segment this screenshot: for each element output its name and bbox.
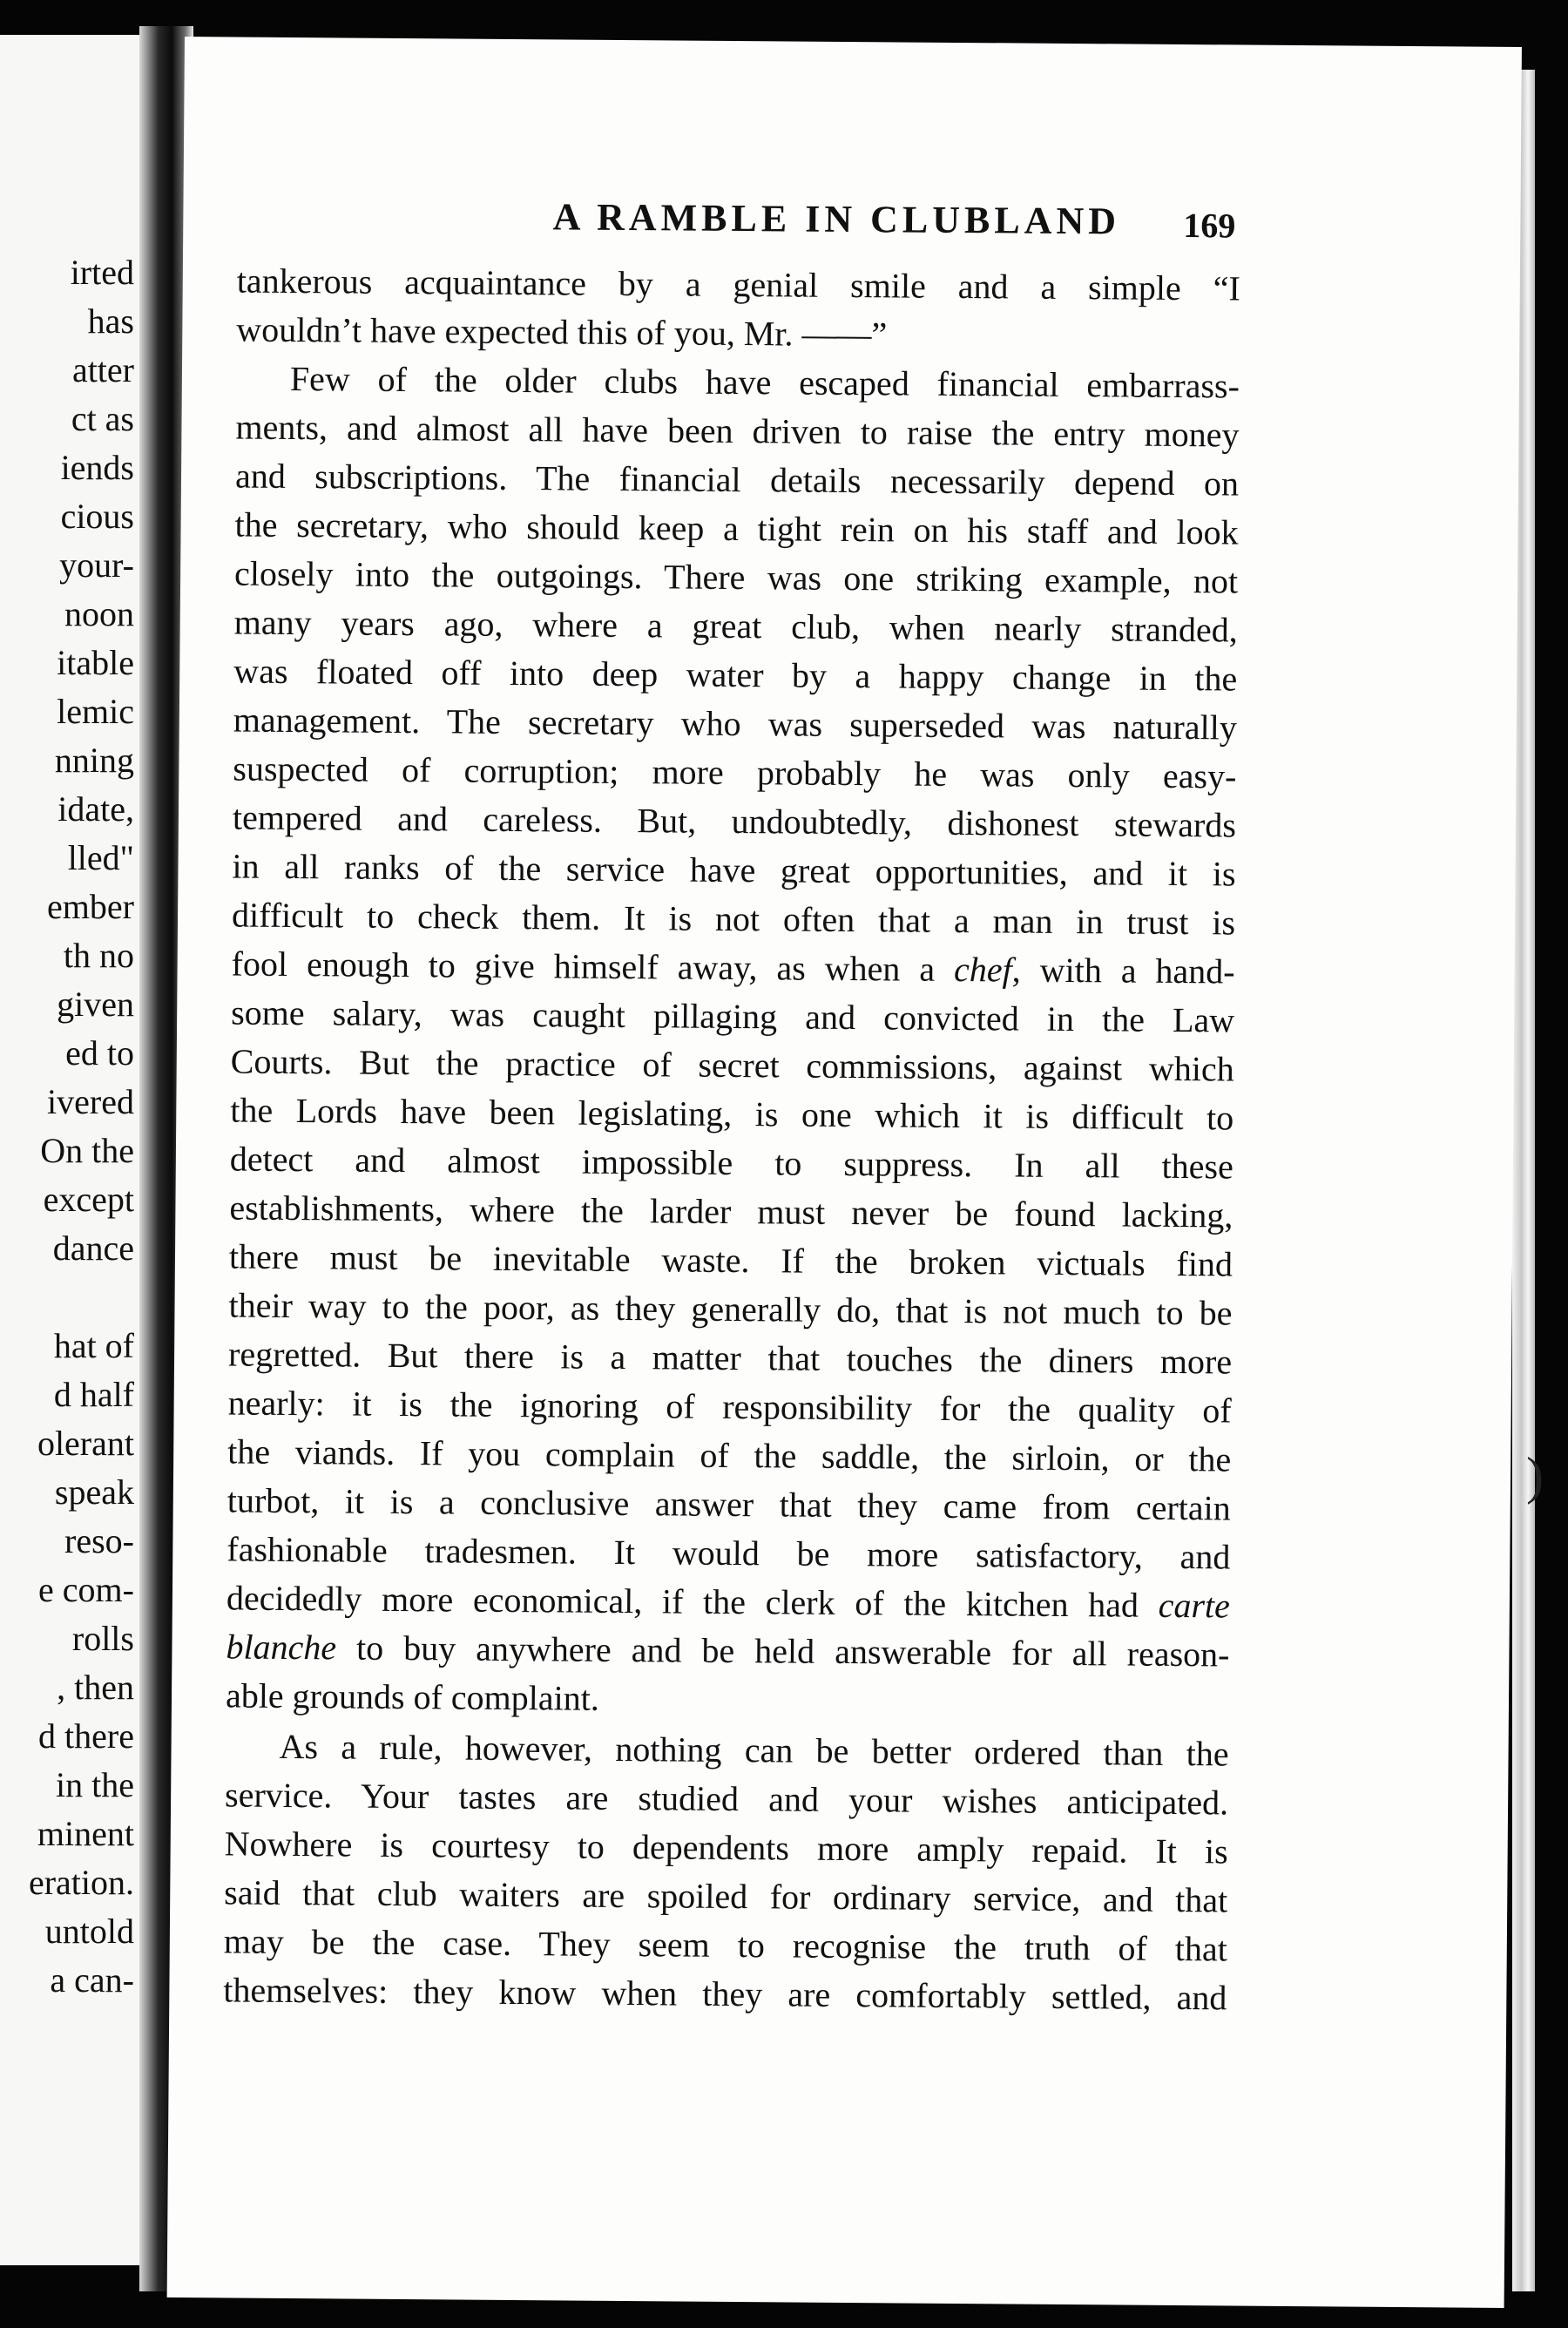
text-line: detect and almost impossible to suppress. In all these: [229, 1139, 1234, 1187]
text-line: Few of the older clubs have escaped financial embarrass-: [289, 358, 1240, 406]
text-line: ments, and almost all have been driven to raise the entry money: [235, 407, 1240, 455]
text-line: was floated off into deep water by a happy change in the: [233, 651, 1238, 699]
text-line: in all ranks of the service have great opportunities, and it is: [232, 846, 1236, 894]
text-line: wouldn’t have expected this of you, Mr. ——”: [236, 309, 888, 355]
text-line: there must be inevitable waste. If the broken victuals find: [228, 1236, 1233, 1284]
facing-page-line: idate,: [57, 789, 134, 829]
text-line: and subscriptions. The financial details necessarily depend on: [234, 456, 1240, 504]
text-line: some salary, was caught pillaging and convicted in the Law: [231, 992, 1235, 1040]
text-line: themselves: they know when they are comfortably settled, and: [223, 1970, 1227, 2018]
text-line: decidedly more economical, if the clerk of the kitchen had carte: [226, 1578, 1231, 1626]
facing-page-line: a can-: [50, 1960, 134, 2000]
text-line: said that club waiters are spoiled for ordinary service, and that: [224, 1872, 1228, 1920]
facing-page-line: ed to: [65, 1033, 134, 1073]
text-line: closely into the outgoings. There was one striking example, not: [233, 553, 1239, 601]
facing-page-line: eration.: [28, 1863, 134, 1902]
facing-page-line: lemic: [57, 692, 134, 731]
facing-page-line: th no: [63, 936, 134, 975]
text-line: regretted. But there is a matter that touches the diners more: [227, 1334, 1233, 1382]
text-line: fashionable tradesmen. It would be more satisfactory, and: [226, 1529, 1231, 1577]
facing-page-left: [0, 35, 146, 2265]
facing-page-line: , then: [57, 1668, 134, 1707]
facing-page-line: noon: [64, 594, 134, 633]
facing-page-line: d there: [38, 1716, 134, 1756]
facing-page-line: cious: [60, 497, 134, 536]
text-line: Nowhere is courtesy to dependents more amply repaid. It is: [224, 1824, 1228, 1871]
facing-page-line: speak: [54, 1472, 134, 1512]
facing-page-line: except: [43, 1180, 134, 1219]
facing-page-line: rolls: [71, 1619, 134, 1658]
facing-page-line: given: [57, 985, 134, 1024]
page-169: [167, 37, 1522, 2308]
facing-page-line: atter: [71, 350, 134, 389]
facing-page-line: iends: [60, 448, 134, 487]
facing-page-line: your-: [59, 545, 134, 585]
facing-page-line: [0, 1273, 134, 1322]
facing-page-line: has: [87, 301, 134, 341]
text-line: able grounds of complaint.: [225, 1675, 600, 1718]
text-line: the secretary, who should keep a tight rein on his staff and look: [234, 504, 1239, 552]
text-line: As a rule, however, nothing can be better ordered than the: [279, 1726, 1229, 1774]
facing-page-line: ember: [47, 887, 134, 926]
facing-page-line: ivered: [47, 1082, 134, 1121]
facing-page-line: On the: [40, 1131, 134, 1170]
text-line: tankerous acquaintance by a genial smile and a simple “I: [236, 261, 1240, 308]
text-line: fool enough to give himself away, as when a chef, with a hand-: [231, 944, 1235, 991]
page-number: 169: [1183, 206, 1236, 246]
facing-page-line: in the: [56, 1765, 134, 1804]
page-header: [183, 192, 1520, 254]
facing-page-line: hat of: [53, 1326, 134, 1365]
text-line: nearly: it is the ignoring of responsibility for the quality of: [227, 1383, 1232, 1431]
facing-page-line: ct as: [71, 399, 134, 438]
text-line: establishments, where the larder must never be found lacking,: [229, 1188, 1233, 1235]
text-line: management. The secretary who was superseded was naturally: [233, 700, 1237, 748]
facing-page-line: lled": [67, 838, 134, 877]
facing-page-line: minent: [37, 1814, 134, 1853]
facing-page-line: dance: [52, 1228, 134, 1268]
text-line: suspected of corruption; more probably he was only easy-: [233, 748, 1237, 796]
text-line: Courts. But the practice of secret commissions, against which: [230, 1041, 1234, 1089]
facing-page-line: e com-: [38, 1570, 134, 1609]
text-line: many years ago, where a great club, when nearly stranded,: [233, 602, 1238, 650]
facing-page-line: d half: [53, 1375, 134, 1414]
text-line: the viands. If you complain of the saddle, the sirloin, or the: [227, 1431, 1232, 1479]
facing-page-line: reso-: [64, 1521, 134, 1560]
margin-mark: ): [1526, 1447, 1544, 1505]
facing-page-line: untold: [44, 1912, 134, 1951]
text-line: their way to the poor, as they generally do, that is not much to be: [228, 1285, 1233, 1333]
text-line: tempered and careless. But, undoubtedly, dishonest stewards: [232, 797, 1237, 845]
text-line: the Lords have been legislating, is one which it is difficult to: [230, 1090, 1234, 1138]
facing-page-line: nning: [54, 741, 134, 780]
running-head: A RAMBLE IN CLUBLAND: [552, 195, 1121, 243]
text-line: service. Your tastes are studied and your wishes anticipated.: [224, 1775, 1229, 1823]
text-line: difficult to check them. It is not often that a man in trust is: [231, 895, 1236, 943]
facing-page-line: itable: [57, 643, 134, 682]
facing-page-text-fragments: [0, 248, 134, 2005]
text-line: may be the case. They seem to recognise the truth of that: [223, 1921, 1227, 1969]
text-line: turbot, it is a conclusive answer that they came from certain: [226, 1480, 1231, 1528]
body-text: [223, 256, 1240, 2022]
text-line: blanche to buy anywhere and be held answerable for all reason-: [226, 1627, 1230, 1675]
facing-page-line: olerant: [37, 1424, 134, 1463]
facing-page-line: irted: [70, 253, 134, 292]
